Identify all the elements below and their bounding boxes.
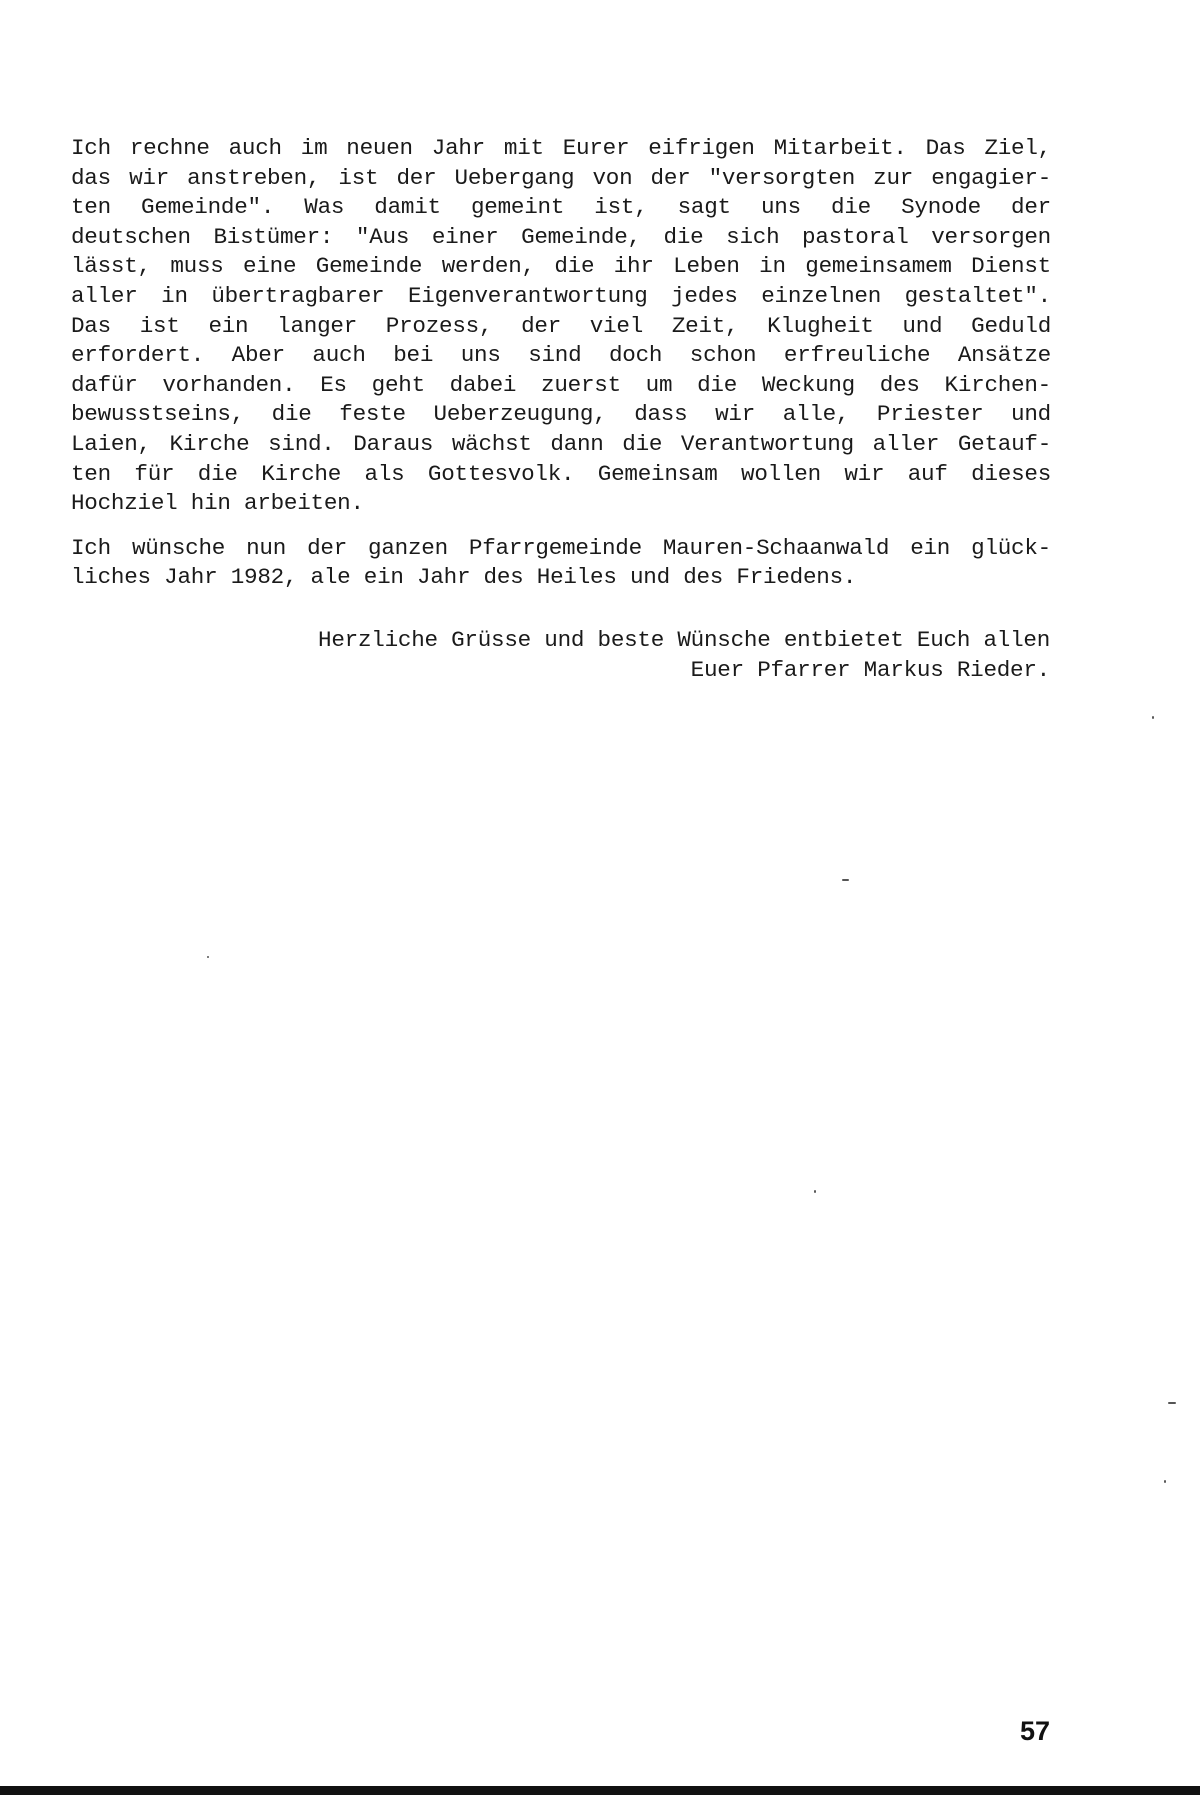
paragraph-gap <box>71 519 1051 534</box>
signature-line: Euer Pfarrer Markus Rieder. <box>690 656 1050 683</box>
paragraph-1 <box>71 134 1051 519</box>
scan-speck <box>814 1190 816 1193</box>
paragraph-2 <box>71 534 1051 593</box>
text-line: dafür vorhanden. Es geht dabei zuerst um die Weckung des Kirchen- <box>71 371 1051 398</box>
text-line: ten für die Kirche als Gottesvolk. Gemeinsam wollen wir auf dieses <box>71 460 1051 487</box>
text-line: bewusstseins, die feste Ueberzeugung, dass wir alle, Priester und <box>71 401 1051 428</box>
closing-greeting: Herzliche Grüsse und beste Wünsche entbietet Euch allen <box>318 627 1050 653</box>
text-line: Laien, Kirche sind. Daraus wächst dann die Verantwortung aller Getauf- <box>71 430 1051 457</box>
scan-speck <box>842 879 849 881</box>
page-number: 57 <box>1019 1716 1050 1746</box>
text-line: Das ist ein langer Prozess, der viel Zeit, Klugheit und Geduld <box>71 312 1051 339</box>
letter-body <box>71 134 1051 593</box>
text-line: das wir anstreben, ist der Uebergang von der "versorgten zur engagier- <box>71 164 1051 191</box>
scan-speck <box>1164 1480 1166 1483</box>
text-line: Ich wünsche nun der ganzen Pfarrgemeinde Mauren-Schaanwald ein glück- <box>71 534 1051 561</box>
scan-speck <box>1168 1402 1176 1404</box>
text-line: aller in übertragbarer Eigenverantwortung jedes einzelnen gestaltet". <box>71 282 1051 309</box>
text-line: Hochziel hin arbeiten. <box>71 490 364 517</box>
text-line: lässt, muss eine Gemeinde werden, die ihr Leben in gemeinsamem Dienst <box>71 253 1051 280</box>
scan-speck <box>207 956 209 958</box>
text-line: liches Jahr 1982, ale ein Jahr des Heiles und des Friedens. <box>71 564 857 591</box>
text-line: erfordert. Aber auch bei uns sind doch schon erfreuliche Ansätze <box>71 342 1051 369</box>
closing-signature <box>318 626 1050 685</box>
bottom-rule <box>0 1786 1200 1795</box>
scan-speck <box>1152 716 1154 719</box>
text-line: deutschen Bistümer: "Aus einer Gemeinde, die sich pastoral versorgen <box>71 223 1051 250</box>
text-line: ten Gemeinde". Was damit gemeint ist, sagt uns die Synode der <box>71 194 1051 221</box>
text-line: Ich rechne auch im neuen Jahr mit Eurer eifrigen Mitarbeit. Das Ziel, <box>71 135 1051 161</box>
